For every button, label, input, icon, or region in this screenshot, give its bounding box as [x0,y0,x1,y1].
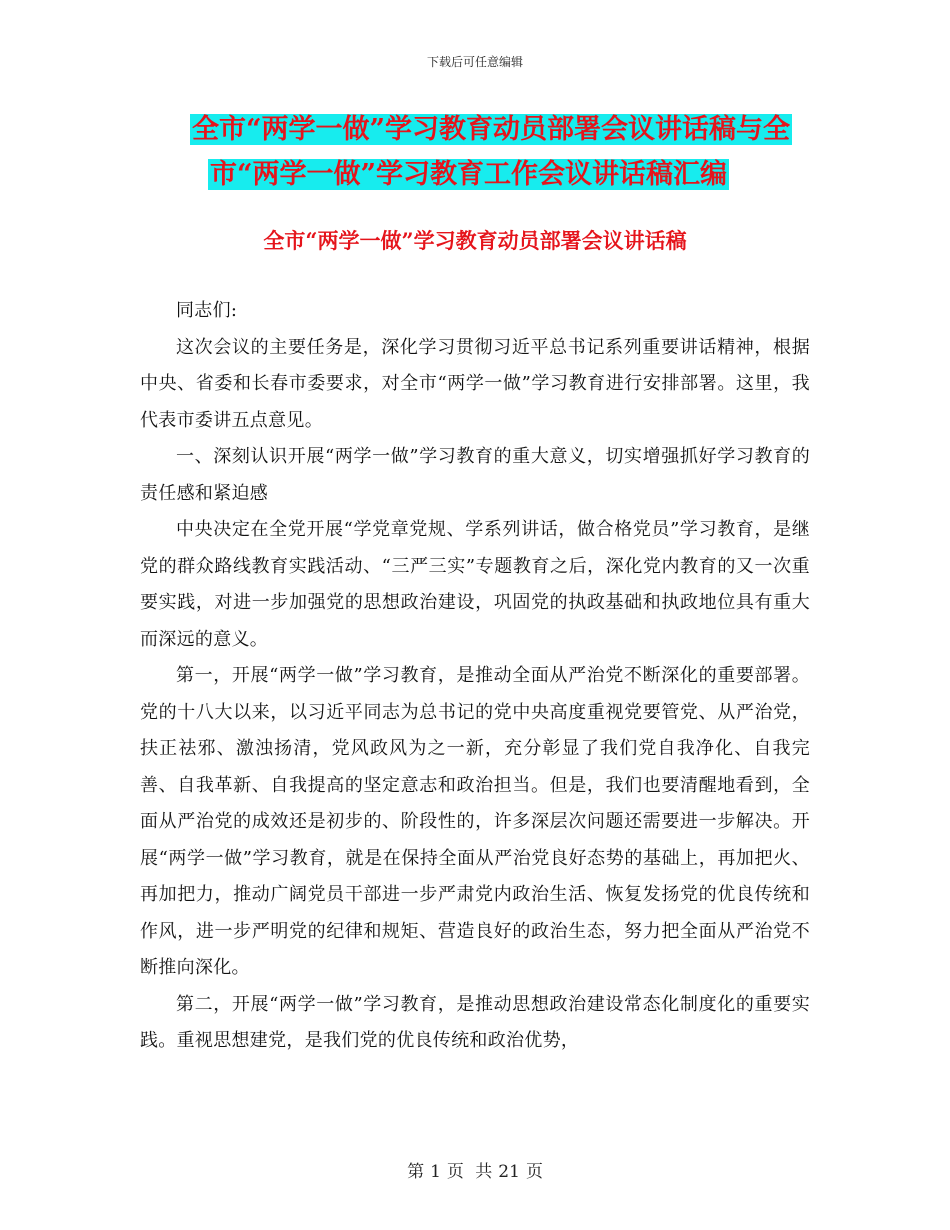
footer-middle: 页 共 [446,1162,493,1182]
paragraph-heading-1: 一、深刻认识开展“两学一做”学习教育的重大意义，切实增强抓好学习教育的责任感和紧迫感 [140,446,810,504]
document-body [140,293,810,1060]
document-title-line-2 [0,155,950,195]
paragraph: 第一，开展“两学一做”学习教育，是推动全面从严治党不断深化的重要部署。党的十八大以来，以习近平同志为总书记的党中央高度重视党要管党、从严治党，扶正祛邪、激浊扬清，党风政风为之一新，充分彰显了我们党自我净化、自我完善、自我革新、自我提高的坚定意志和政治担当。但是，我们也要清醒地看到，全面从严治党的成效还是初步的、阶段性的，许多深层次问题还需要进一步解决。开展“两学一做”学习教育，就是在保持全面从严治党良好态势的基础上，再加把火、再加把力，推动广阔党员干部进一步严肃党内政治生活、恢复发扬党的优良传统和作风，进一步严明党的纪律和规矩、营造良好的政治生态，努力把全面从严治党不断推向深化。 [140,665,810,978]
paragraph: 中央决定在全党开展“学党章党规、学系列讲话，做合格党员”学习教育，是继党的群众路线教育实践活动、“三严三实”专题教育之后，深化党内教育的又一次重要实践，对进一步加强党的思想政治建设，巩固党的执政基础和执政地位具有重大而深远的意义。 [140,519,810,650]
document-title-line-1-text: 全市“两学一做”学习教育动员部署会议讲话稿与全 [192,114,791,145]
section-title: 全市“两学一做”学习教育动员部署会议讲话稿 [263,228,687,253]
paragraph: 第二，开展“两学一做”学习教育，是推动思想政治建设常态化制度化的重要实践。重视思想建党，是我们党的优良传统和政治优势， [140,993,810,1051]
header-note: 下载后可任意编辑 [426,55,523,69]
document-title-line-2-text: 市“两学一做”学习教育工作会议讲话稿汇编 [210,159,728,190]
page-footer [0,1157,950,1182]
footer-prefix: 第 [407,1162,425,1182]
footer-page-number: 1 [430,1162,441,1182]
footer-total-pages: 21 [498,1162,520,1182]
footer-suffix: 页 [525,1162,543,1182]
document-title-line-1 [0,110,950,150]
paragraph: 这次会议的主要任务是，深化学习贯彻习近平总书记系列重要讲话精神，根据中央、省委和长春市委要求，对全市“两学一做”学习教育进行安排部署。这里，我代表市委讲五点意见。 [140,336,810,431]
paragraph-greeting: 同志们: [176,300,238,321]
